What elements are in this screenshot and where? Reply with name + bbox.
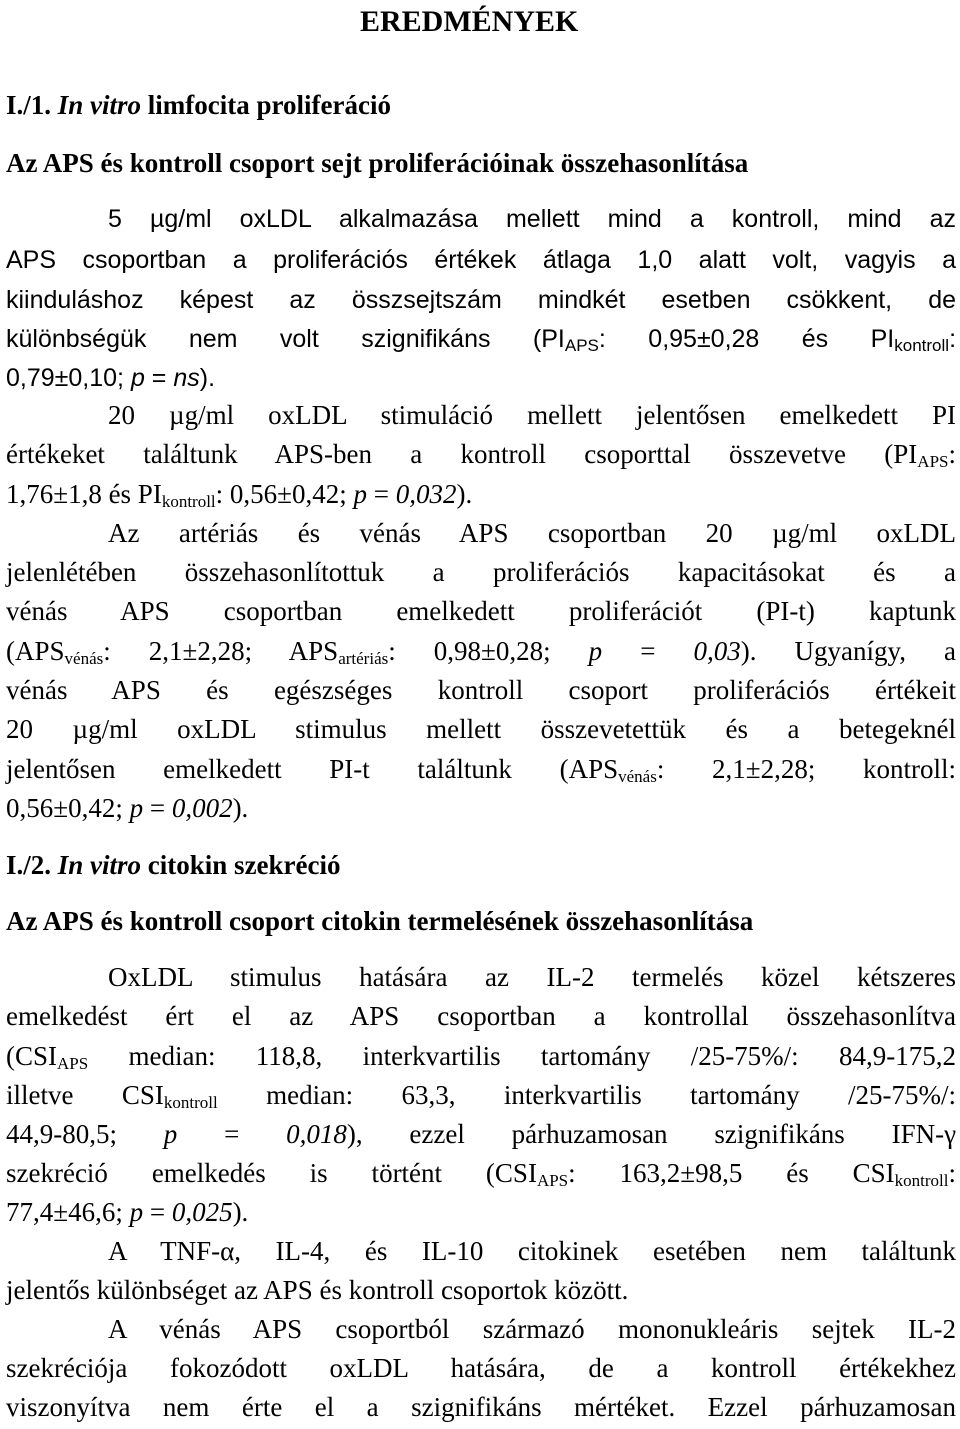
- paragraph-4-line: ($CSI_{APS}$ median: 118,8, interkvartilis tartomány /25-75%/: 84,9-175,2: [6, 1041, 956, 1073]
- paragraph-4-line: emelkedést ért el az APS csoportban a kontrollal összehasonlítva: [6, 1001, 956, 1031]
- paragraph-3-line: vénás APS csoportban emelkedett proliferációt (PI-t) kaptunk: [6, 596, 956, 626]
- paragraph-3-line: jelenlétében összehasonlítottuk a proliferációs kapacitásokat és a: [6, 557, 956, 587]
- paragraph-4-line: szekréció emelkedés is történt ($CSI_{APS}$: 163,2±98,5 és $CSI_{kontroll}$:: [6, 1158, 956, 1190]
- paragraph-4-line: 77,4±46,6; p = 0,025).: [6, 1197, 249, 1227]
- paragraph-3-line: vénás APS és egészséges kontroll csoport proliferációs értékeit: [6, 675, 956, 705]
- paragraph-1-line: 0,79±0,10; p = ns).: [6, 364, 216, 392]
- paragraph-1-line: különbségük nem volt szignifikáns ($PI_{APS}$: 0,95±0,28 és $PI_{kontroll}$:: [6, 325, 957, 355]
- paragraph-1-line: 5 µg/ml oxLDL alkalmazása mellett mind a kontroll, mind az: [108, 205, 956, 233]
- paragraph-6-line: viszonyítva nem érte el a szignifikáns mértéket. Ezzel párhuzamosan: [6, 1392, 956, 1422]
- paragraph-1-line: kiinduláshoz képest az összsejtszám mindkét esetben csökkent, de: [6, 286, 956, 314]
- paragraph-5-line: jelentős különbséget az APS és kontroll csoportok között.: [6, 1275, 629, 1305]
- paragraph-3-line: Az artériás és vénás APS csoportban 20 µg/ml oxLDL: [108, 518, 956, 548]
- paragraph-2-line: értékeket találtunk APS-ben a kontroll csoporttal összevetve ($PI_{APS}$:: [6, 439, 956, 471]
- paragraph-3-line: 0,56±0,42; p = 0,002).: [6, 793, 249, 823]
- paragraph-4-line: illetve $CSI_{kontroll}$ median: 63,3, interkvartilis tartomány /25-75%/:: [6, 1080, 956, 1112]
- subsection-subtitle-1: Az APS és kontroll csoport sejt proliferációinak összehasonlítása: [6, 148, 749, 178]
- paragraph-2-line: 20 µg/ml oxLDL stimuláció mellett jelentősen emelkedett PI: [108, 400, 956, 430]
- paragraph-6-line: szekréciója fokozódott oxLDL hatására, de a kontroll értékekhez: [6, 1353, 956, 1383]
- subsection-subtitle-2: Az APS és kontroll csoport citokin termelésének összehasonlítása: [6, 906, 754, 936]
- paragraph-4-line: 44,9-80,5; p = 0,018), ezzel párhuzamosan szignifikáns IFN-γ: [6, 1119, 957, 1149]
- paragraph-1-line: APS csoportban a proliferációs értékek átlaga 1,0 alatt volt, vagyis a: [6, 246, 956, 274]
- paragraph-5-line: A TNF-α, IL-4, és IL-10 citokinek esetében nem találtunk: [108, 1236, 956, 1266]
- paragraph-6-line: A vénás APS csoportból származó mononukleáris sejtek IL-2: [108, 1314, 956, 1344]
- section-title: EREDMÉNYEK: [360, 5, 579, 38]
- subsection-heading-2: I./2. In vitro citokin szekréció: [6, 850, 341, 880]
- paragraph-3-line: jelentősen emelkedett PI-t találtunk ($APS_{vénás}$: 2,1±2,28; kontroll:: [6, 754, 956, 786]
- paragraph-2-line: 1,76±1,8 és $PI_{kontroll}$: 0,56±0,42; p = 0,032).: [6, 479, 473, 511]
- paragraph-3-line: ($APS_{vénás}$: 2,1±2,28; $APS_{artériás}$: 0,98±0,28; p = 0,03). Ugyanígy, a: [6, 636, 957, 668]
- paragraph-4-line: OxLDL stimulus hatására az IL-2 termelés közel kétszeres: [108, 962, 956, 992]
- paragraph-3-line: 20 µg/ml oxLDL stimulus mellett összevetettük és a betegeknél: [6, 714, 956, 744]
- subsection-heading-1: I./1. In vitro limfocita proliferáció: [6, 90, 391, 120]
